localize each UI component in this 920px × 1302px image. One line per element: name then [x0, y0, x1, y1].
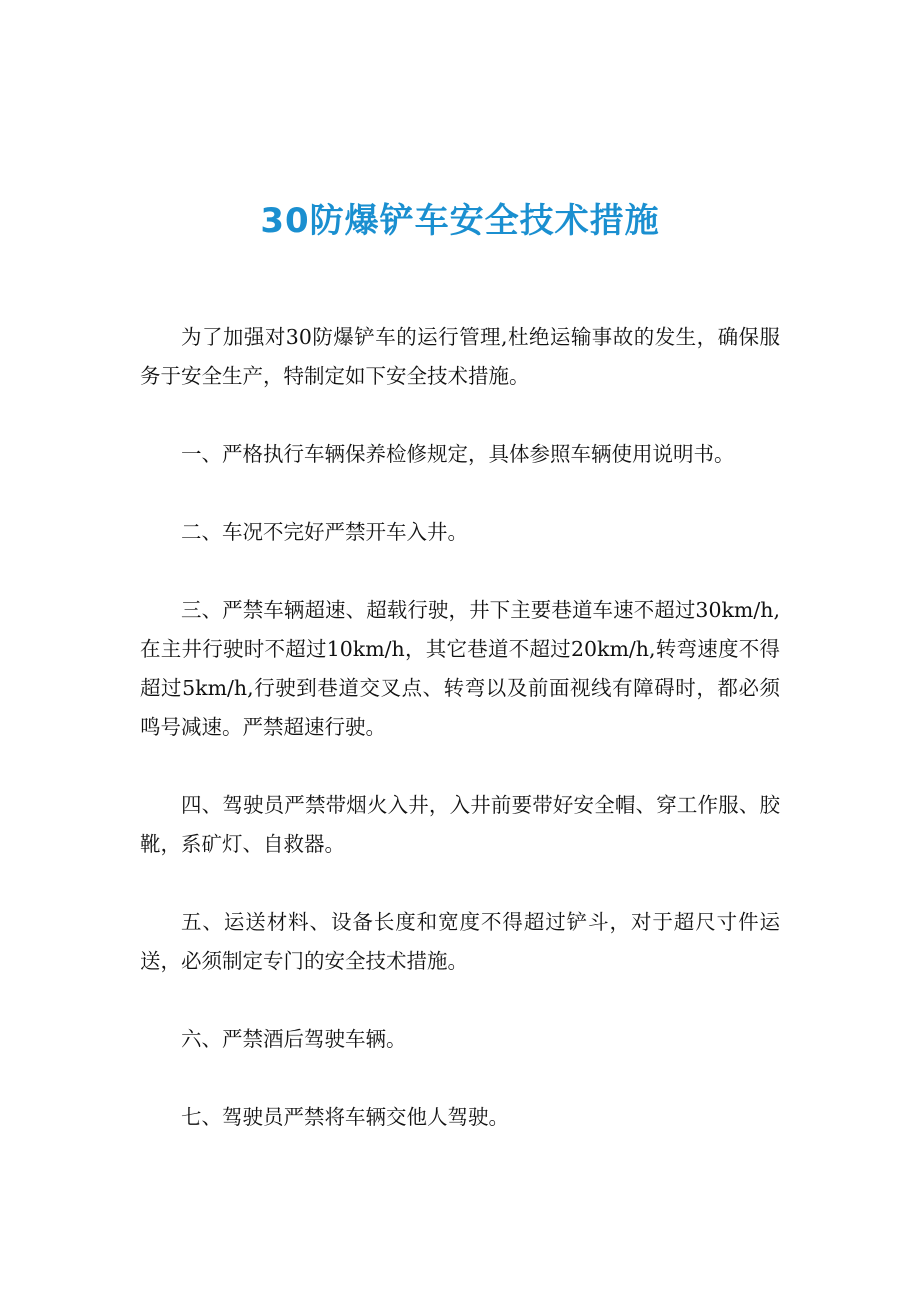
paragraph-intro: 为了加强对30防爆铲车的运行管理,杜绝运输事故的发生，确保服务于安全生产，特制定如下安全技术措施。	[140, 325, 780, 388]
paragraph-item-6: 六、严禁酒后驾驶车辆。	[181, 1027, 407, 1051]
paragraph-item-1: 一、严格执行车辆保养检修规定，具体参照车辆使用说明书。	[181, 442, 735, 466]
paragraph-item-3: 三、严禁车辆超速、超载行驶，井下主要巷道车速不超过30km/h,在主井行驶时不超过10km/h，其它巷道不超过20km/h,转弯速度不得超过5km/h,行驶到巷道交叉点、转弯以及前面视线有障碍时，都必须鸣号减速。严禁超速行驶。	[140, 598, 780, 739]
paragraph-item-4: 四、驾驶员严禁带烟火入井，入井前要带好安全帽、穿工作服、胶靴，系矿灯、自救器。	[140, 793, 780, 856]
paragraph-item-5: 五、运送材料、设备长度和宽度不得超过铲斗，对于超尺寸件运送，必须制定专门的安全技术措施。	[140, 910, 780, 973]
document-title: 30防爆铲车安全技术措施	[260, 201, 660, 241]
paragraph-item-7: 七、驾驶员严禁将车辆交他人驾驶。	[181, 1105, 509, 1129]
document-body	[140, 318, 780, 1176]
paragraph-item-2: 二、车况不完好严禁开车入井。	[181, 520, 468, 544]
